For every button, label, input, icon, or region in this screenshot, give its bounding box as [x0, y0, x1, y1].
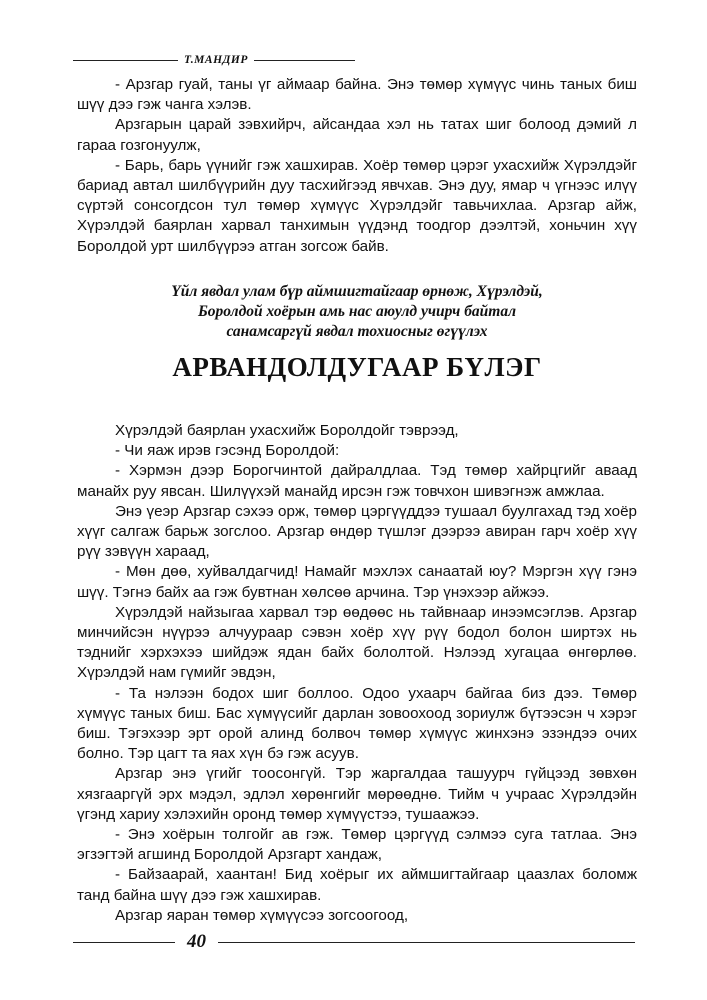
paragraph: - Энэ хоёрын толгойг ав гэж. Төмөр цэргүүд сэлмээ суга татлаа. Энэ эгзэгтэй агшинд Боролдой Арзгарт хандаж, [77, 826, 637, 864]
paragraph: - Арзгар гуай, таны үг аймаар байна. Энэ төмөр хүмүүс чинь таных биш шүү дээ гэж чанга хэлэв. [77, 76, 637, 114]
paragraph: Хүрэлдэй баярлан ухасхийж Боролдойг тэврээд, [115, 422, 459, 439]
paragraph: Арзгар энэ үгийг тоосонгүй. Тэр жаргалдаа ташуурч гүйцээд зөвхөн хязгааргүй эрх мэдэл, эдлэл хөрөнгийг мөрөөднө. Тийм ч учраас Хүрэлдэйн үгэнд хариу хэлэхийн оронд төмөр хүмүүстээ, тушаажээ. [77, 765, 637, 823]
paragraph: - Барь, барь үүнийг гэж хашхирав. Хоёр төмөр цэрэг ухасхийж Хүрэлдэйг бариад автал шилбүүрийн дуу тасхийгээд явчхав. Энэ дуу, ямар ч үгнээс илүү сүртэй сонсогдсон тул төмөр хүмүүс Хүрэлдэйг тавьчихлаа. Арзгар айж, Хүрэлдэй баярлан харвал танхимын үүдэнд тоодгор дээлтэй, хоньчин хүү Боролдой урт шилбүүрээ атган зогсож байв. [77, 156, 637, 255]
header-author: Т.МАНДИР [184, 54, 248, 66]
summary-line: санамсаргүй явдал тохиосныг өгүүлэх [226, 323, 488, 340]
paragraph: Арзгарын царай зэвхийрч, айсандаа хэл нь татах шиг болоод дэмий л гараа гозгонуулж, [77, 116, 637, 154]
top-text-block [77, 75, 637, 257]
footer-rule-left [73, 942, 175, 943]
running-header [73, 50, 635, 70]
footer-rule-right [218, 942, 635, 943]
summary-line: Боролдой хоёрын амь нас аюулд учирч байтал [197, 303, 517, 320]
paragraph: Энэ үеэр Арзгар сэхээ орж, төмөр цэргүүддээ тушаал буулгахад тэд хоёр хүүг салгаж барьж зогслоо. Арзгар өндөр түшлэг дээрээ авиран гарч хоёр хүү рүү зэвүүн хараад, [77, 502, 637, 561]
chapter-summary [77, 282, 637, 342]
page-number: 40 [187, 931, 206, 952]
paragraph: Арзгар яаран төмөр хүмүүсээ зогсоогоод, [115, 906, 409, 924]
paragraph: - Чи яаж ирэв гэсэнд Боролдой: [115, 442, 340, 460]
summary-line: Үйл явдал улам бүр аймшигтайгаар өрнөж, Хүрэлдэй, [171, 283, 543, 300]
paragraph: - Мөн дөө, хуйвалдагчид! Намайг мэхлэх санаатай юу? Мэргэн хүү гэнэ шүү. Тэгнэ байх аа гэж бувтнан хөлсөө арчина. Тэр үнэхээр айжээ. [77, 563, 637, 601]
bottom-text-block [77, 421, 637, 926]
paragraph: - Та нэлээн бодох шиг боллоо. Одоо ухаарч байгаа биз дээ. Төмөр хүмүүс таных биш. Бас хүмүүсийг дарлан зовоохоод зориулж бүтээсэн ч хэрэг биш. Тэгэхээр эрт орой алинд болвоч төмөр хүмүүс жинхэнэ эзэндээ очих болно. Тэр цагт та яах хүн бэ гэж асуув. [77, 684, 637, 763]
page-footer [73, 930, 635, 954]
paragraph: - Хэрмэн дээр Борогчинтой дайралдлаа. Тэд төмөр хайрцгийг аваад манайх руу явсан. Шилүүхэй манайд ирсэн гэж товчхон шивэгнэж амжлаа. [77, 462, 637, 500]
chapter-title: АРВАНДОЛДУГААР БҮЛЭГ [172, 352, 542, 382]
header-rule-right [254, 60, 355, 61]
paragraph: - Байзаарай, хаантан! Бид хоёрыг их аймшигтайгаар цаазлах боломж танд байна шүү дээ гэж хашхирав. [77, 866, 637, 904]
header-rule-left [73, 60, 178, 61]
paragraph: Хүрэлдэй найзыгаа харвал тэр өөдөөс нь тайвнаар инээмсэглэв. Арзгар минчийсэн нүүрээ алчуураар сэвэн хоёр хүү рүү бодол болон ширтэх нь тэднийг хэрхэхээ шийдэж ядан байх бололтой. Нэлээд хугацаа өнгөрлөө. Хүрэлдэй нам гүмийг эвдэн, [77, 603, 637, 682]
